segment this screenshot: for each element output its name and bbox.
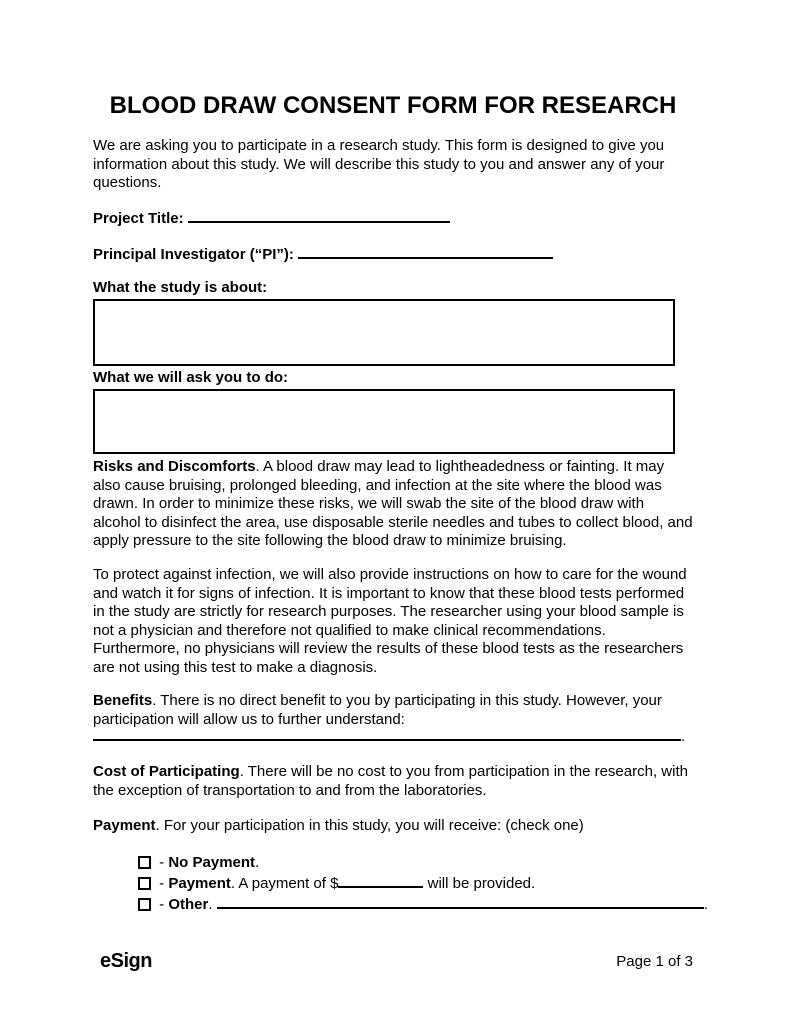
checkbox-other[interactable] xyxy=(138,898,151,911)
page-number: Page 1 of 3 xyxy=(616,953,693,970)
project-title-row xyxy=(93,209,693,228)
risks-paragraph xyxy=(93,458,693,551)
principal-investigator-label: Principal Investigator (“PI”): xyxy=(93,246,294,263)
other-input[interactable] xyxy=(217,896,704,909)
principal-investigator-row xyxy=(93,245,693,264)
study-about-label: What the study is about: xyxy=(93,279,268,296)
payment-options xyxy=(93,852,708,915)
benefits-paragraph xyxy=(93,692,693,729)
cost-paragraph xyxy=(93,763,693,800)
option-no-payment xyxy=(138,852,693,873)
benefits-lead: Benefits xyxy=(93,692,153,709)
risks-body: . A blood draw may lead to lightheadedness or fainting. It may also cause bruising, prolonged bleeding, and infection at the site where the blood was drawn. In order to minimize these risks, we will swab the site of the blood draw with alcohol to disinfect the area, use disposable sterile needles and tubes to collect blood, and apply pressure to the site following the blood draw to minimize bruising. xyxy=(93,458,693,549)
benefits-blank-input[interactable] xyxy=(93,728,681,741)
study-about-box[interactable] xyxy=(93,299,675,366)
risks-lead: Risks and Discomforts xyxy=(93,458,256,475)
payment-body: . For your participation in this study, you will receive: (check one) xyxy=(155,817,584,834)
option-payment-label: Payment xyxy=(168,875,231,892)
option-no-payment-label: No Payment xyxy=(168,854,256,871)
option-other xyxy=(138,894,708,915)
page-footer xyxy=(0,950,792,974)
option-other-after: . xyxy=(703,896,708,913)
option-payment-mid: . A payment of $ xyxy=(230,875,339,892)
payment-paragraph xyxy=(93,817,693,836)
option-no-payment-after: . xyxy=(255,854,260,871)
esign-logo: eSign xyxy=(100,950,152,972)
option-payment xyxy=(138,873,693,894)
ask-to-do-label: What we will ask you to do: xyxy=(93,369,289,386)
benefits-body: . There is no direct benefit to you by participating in this study. However, your participation will allow us to further understand: xyxy=(93,692,662,728)
payment-lead: Payment xyxy=(93,817,156,834)
checkbox-payment[interactable] xyxy=(138,877,151,890)
option-payment-after: will be provided. xyxy=(423,875,536,892)
principal-investigator-input[interactable] xyxy=(298,246,553,259)
option-other-label: Other xyxy=(168,896,209,913)
benefits-blank-row xyxy=(93,728,693,745)
option-other-mid: . xyxy=(208,896,217,913)
project-title-label: Project Title: xyxy=(93,210,184,227)
project-title-input[interactable] xyxy=(188,210,450,223)
ask-to-do-box[interactable] xyxy=(93,389,675,454)
intro-paragraph: We are asking you to participate in a research study. This form is designed to give you information about this study. We will describe this study to you and answer any of your questions. xyxy=(93,137,665,191)
payment-amount-input[interactable] xyxy=(338,875,423,888)
option-dash: - xyxy=(159,896,165,913)
infection-paragraph: To protect against infection, we will also provide instructions on how to care for the wound and watch it for signs of infection. It is important to know that these blood tests performed in the study are strictly for research purposes. The researcher using your blood sample is not a physician and therefore not qualified to make clinical recommendations. Furthermore, no physicians will review the results of these blood tests as the researchers are not using this test to make a diagnosis. xyxy=(93,566,687,676)
cost-lead: Cost of Participating xyxy=(93,763,240,780)
cost-body: . There will be no cost to you from participation in the research, with the exception of transportation to and from the laboratories. xyxy=(93,763,688,799)
page-title: BLOOD DRAW CONSENT FORM FOR RESEARCH xyxy=(109,92,677,119)
option-dash: - xyxy=(159,854,165,871)
benefits-blank-period: . xyxy=(681,728,686,745)
option-dash: - xyxy=(159,875,165,892)
checkbox-no-payment[interactable] xyxy=(138,856,151,869)
